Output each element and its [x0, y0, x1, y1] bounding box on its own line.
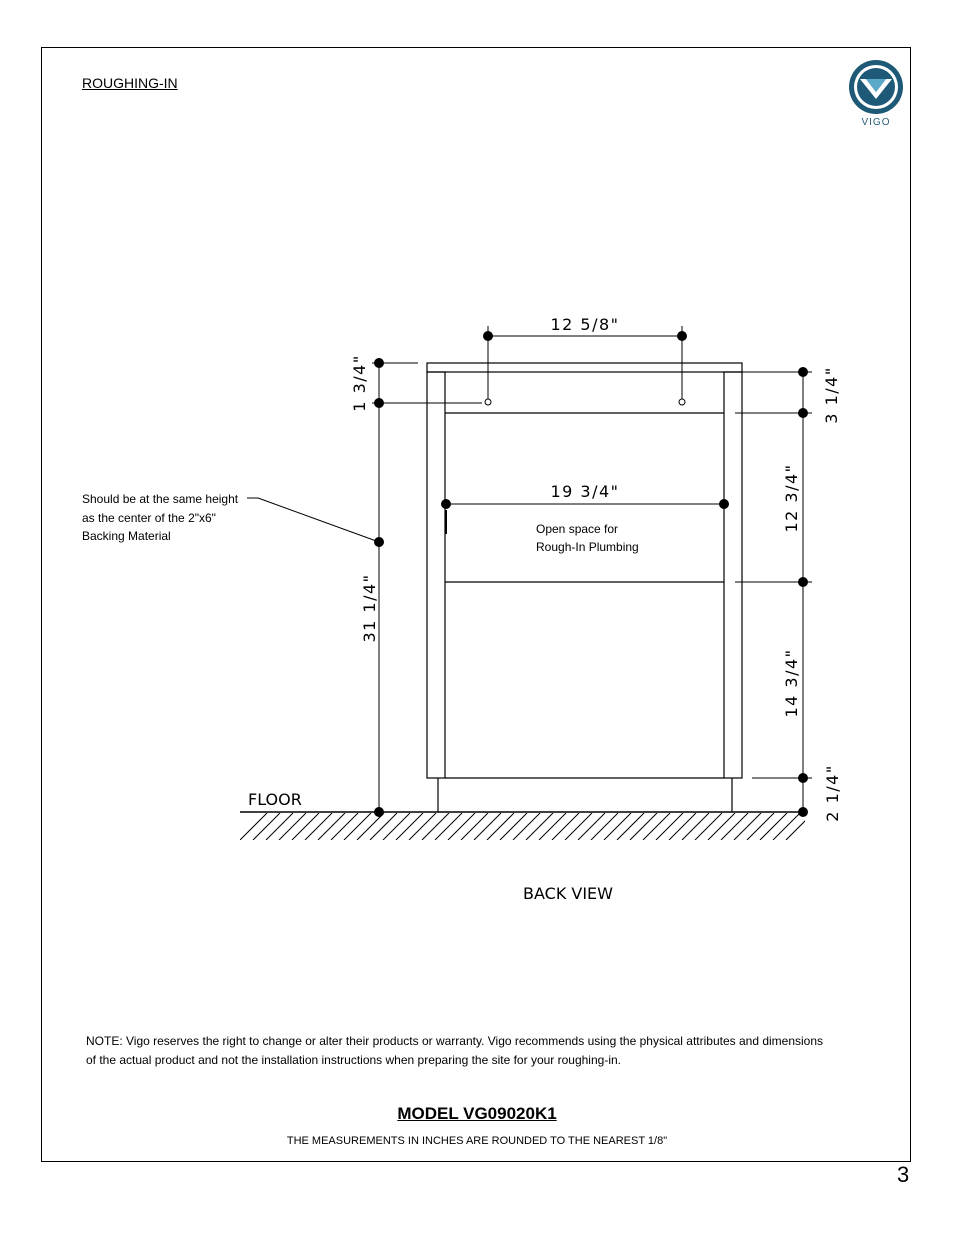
dim-dot [374, 358, 384, 368]
page-number: 3 [897, 1162, 910, 1187]
dim-label-top-holes: 12 5/8" [550, 315, 620, 334]
dim-dot [677, 331, 687, 341]
supply-hole-right [679, 399, 685, 405]
dim-dot [483, 331, 493, 341]
dim-label-top-offset: 1 3/4" [350, 354, 369, 412]
dim-label-rail-height: 3 1/4" [822, 366, 841, 424]
view-label: BACK VIEW [523, 884, 613, 903]
dim-right-vertical [735, 372, 812, 812]
floor-label: FLOOR [248, 790, 302, 809]
vanity-cabinet [427, 363, 742, 812]
callout-leader [258, 498, 379, 542]
callout-line: Should be at the same height [82, 492, 239, 506]
section-title: ROUGHING-IN [82, 75, 178, 91]
open-space-label: Rough-In Plumbing [536, 540, 639, 554]
dim-dot [798, 577, 808, 587]
disclaimer-note [86, 1032, 866, 1069]
backing-callout [82, 490, 238, 546]
dim-label-lower-height: 14 3/4" [782, 648, 801, 718]
rounding-note: THE MEASUREMENTS IN INCHES ARE ROUNDED TO THE NEAREST 1/8" [286, 1135, 668, 1147]
dim-label-open-space-height: 12 3/4" [782, 463, 801, 533]
dim-dot [374, 807, 384, 817]
dim-label-leg-height: 2 1/4" [823, 764, 842, 822]
dim-dot [798, 367, 808, 377]
floor-hatch [240, 813, 813, 840]
dim-dot [441, 499, 451, 509]
dim-dot [798, 773, 808, 783]
model-number-text: MODEL VG09020K1 [397, 1104, 557, 1123]
callout-line: as the center of the 2"x6" [82, 510, 216, 525]
dim-dot [374, 398, 384, 408]
model-number [0, 1104, 954, 1124]
logo-text: VIGO [861, 117, 891, 128]
dim-dot [798, 807, 808, 817]
dim-label-inner-width: 19 3/4" [550, 482, 620, 501]
note-line: of the actual product and not the installation instructions when preparing the site for your roughing-in. [86, 1052, 621, 1067]
callout-line: Backing Material [82, 529, 171, 543]
dim-dot [798, 408, 808, 418]
supply-hole-left [485, 399, 491, 405]
note-line: NOTE: Vigo reserves the right to change or alter their products or warranty. Vigo recommends using the physical attributes and dimensions [86, 1034, 824, 1048]
dim-dot [719, 499, 729, 509]
dim-label-total-height: 31 1/4" [360, 573, 379, 643]
open-space-label: Open space for [536, 522, 619, 536]
